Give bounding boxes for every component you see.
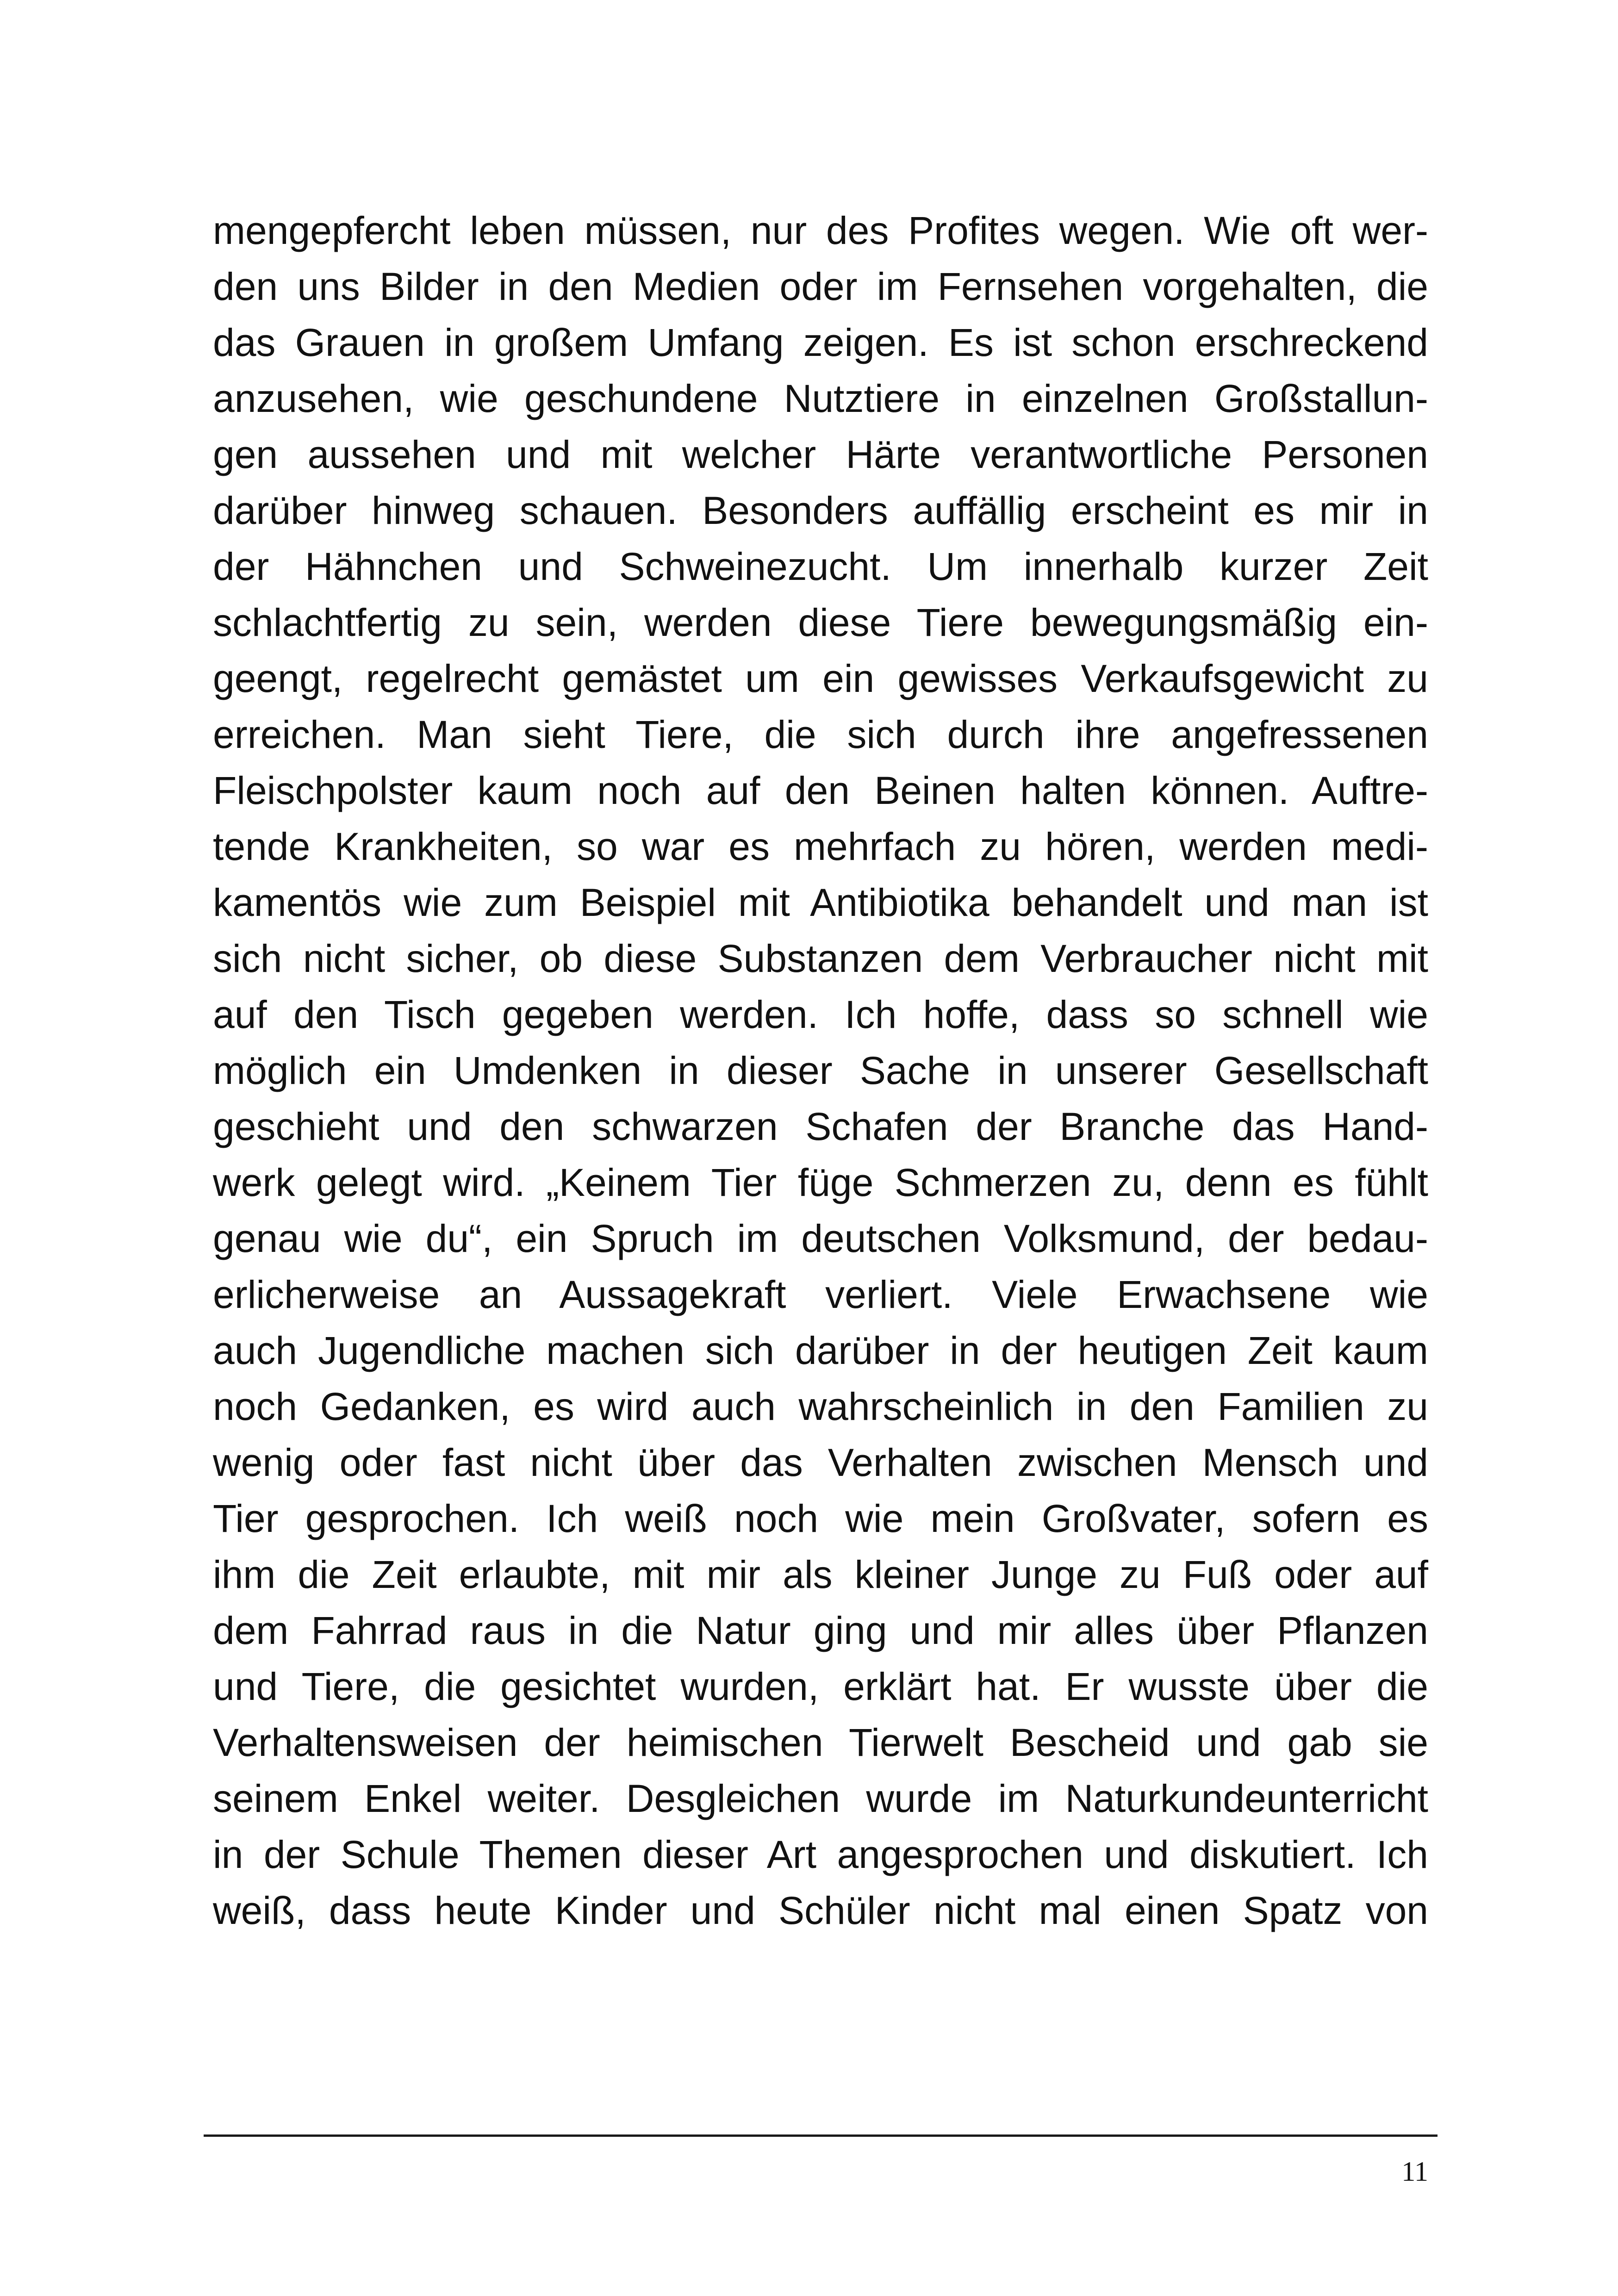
text-line: erreichen. Man sieht Tiere, die sich durch ihre angefressenen (213, 713, 1428, 756)
text-line: mengepfercht leben müssen, nur des Profites wegen. Wie oft wer- (213, 209, 1428, 252)
text-line: weiß, dass heute Kinder und Schüler nicht mal einen Spatz von (213, 1889, 1428, 1932)
text-line: darüber hinweg schauen. Besonders auffällig erscheint es mir in (213, 489, 1428, 532)
text-line: schlachtfertig zu sein, werden diese Tiere bewegungsmäßig ein- (213, 601, 1428, 644)
text-line: ihm die Zeit erlaubte, mit mir als kleiner Junge zu Fuß oder auf (213, 1553, 1428, 1596)
text-line: seinem Enkel weiter. Desgleichen wurde im Naturkundeunterricht (213, 1777, 1428, 1820)
text-line: Fleischpolster kaum noch auf den Beinen halten können. Auftre- (213, 769, 1428, 812)
text-line: den uns Bilder in den Medien oder im Fernsehen vorgehalten, die (213, 265, 1428, 308)
text-line: der Hähnchen und Schweinezucht. Um innerhalb kurzer Zeit (213, 545, 1428, 588)
text-line: Tier gesprochen. Ich weiß noch wie mein Großvater, sofern es (213, 1497, 1428, 1540)
footer-rule (204, 2134, 1438, 2137)
text-line: Verhaltensweisen der heimischen Tierwelt Bescheid und gab sie (213, 1721, 1428, 1764)
text-line: noch Gedanken, es wird auch wahrscheinlich in den Familien zu (213, 1385, 1428, 1428)
text-line: gen aussehen und mit welcher Härte verantwortliche Personen (213, 433, 1428, 476)
text-line: anzusehen, wie geschundene Nutztiere in einzelnen Großstallun- (213, 377, 1428, 420)
text-line: geschieht und den schwarzen Schafen der Branche das Hand- (213, 1105, 1428, 1148)
text-line: geengt, regelrecht gemästet um ein gewisses Verkaufsgewicht zu (213, 657, 1428, 700)
text-line: kamentös wie zum Beispiel mit Antibiotika behandelt und man ist (213, 881, 1428, 924)
text-line: das Grauen in großem Umfang zeigen. Es ist schon erschreckend (213, 321, 1428, 364)
text-line: auch Jugendliche machen sich darüber in der heutigen Zeit kaum (213, 1329, 1428, 1372)
body-text (213, 203, 1428, 1939)
text-line: möglich ein Umdenken in dieser Sache in unserer Gesellschaft (213, 1049, 1428, 1092)
text-line: auf den Tisch gegeben werden. Ich hoffe, dass so schnell wie (213, 993, 1428, 1036)
text-line: und Tiere, die gesichtet wurden, erklärt hat. Er wusste über die (213, 1665, 1428, 1708)
page-number: 11 (1401, 2156, 1428, 2187)
text-line: dem Fahrrad raus in die Natur ging und mir alles über Pflanzen (213, 1609, 1428, 1652)
text-line: sich nicht sicher, ob diese Substanzen dem Verbraucher nicht mit (213, 937, 1428, 980)
text-line: tende Krankheiten, so war es mehrfach zu hören, werden medi- (213, 825, 1428, 868)
text-line: werk gelegt wird. „Keinem Tier füge Schmerzen zu, denn es fühlt (213, 1161, 1428, 1204)
text-line: genau wie du“, ein Spruch im deutschen Volksmund, der bedau- (213, 1217, 1428, 1260)
text-line: erlicherweise an Aussagekraft verliert. Viele Erwachsene wie (213, 1273, 1428, 1316)
text-line: wenig oder fast nicht über das Verhalten zwischen Mensch und (213, 1441, 1428, 1484)
text-line: in der Schule Themen dieser Art angesprochen und diskutiert. Ich (213, 1833, 1428, 1876)
